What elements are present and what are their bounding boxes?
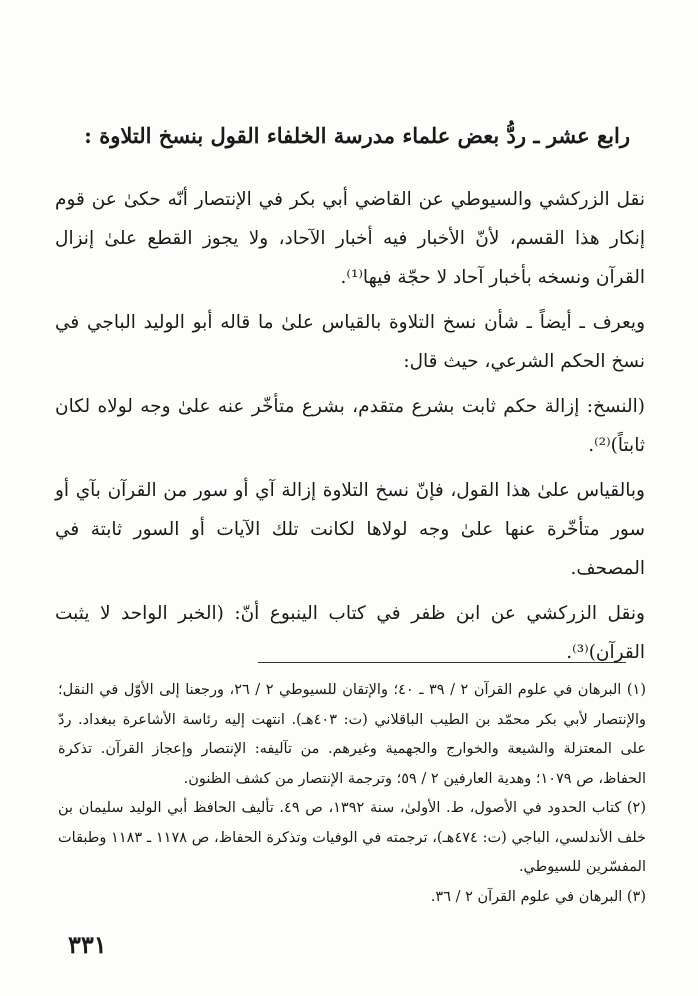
footnotes (58, 676, 646, 912)
paragraph-1: نقل الزركشي والسيوطي عن القاضي أبي بكر في الإنتصار أنّه حكىٰ عن قوم إنكار هذا القسم، لأنّ الأخبار فيه أخبار الآحاد، ولا يجوز القطع علىٰ إنزال القرآن ونسخه بأخبار آحاد لا حجّة فيها⁽¹⁾. (55, 189, 645, 288)
footnote-3: (٣) البرهان في علوم القرآن ٢ / ٣٦. (430, 888, 646, 905)
footnote-divider (258, 662, 626, 663)
section-heading: رابع عشر ـ ردُّ بعض علماء مدرسة الخلفاء القول بنسخ التلاوة : (84, 123, 630, 148)
paragraph-5: ونقل الزركشي عن ابن ظفر في كتاب الينبوع أنّ: (الخبر الواحد لا يثبت القرآن)⁽³⁾. (55, 603, 645, 663)
footnote-2: (٢) كتاب الحدود في الأصول، ط. الأولىٰ، سنة ١٣٩٢، ص ٤٩. تأليف الحافظ أبي الوليد سليمان بن خلف الأندلسي، الباجي (ت: ٤٧٤هـ)، ترجمته في الوفيات وتذكرة الحفاظ، ص ١١٧٨ ـ ١١٨٣ وطبقات المفسّرين للسيوطي. (58, 800, 647, 875)
paragraph-3-quote: (النسخ: إزالة حكم ثابت بشرع متقدم، بشرع متأخّر عنه علىٰ وجه لولاه لكان ثابتاً)⁽²⁾. (55, 396, 645, 456)
page-number: ٣٣١ (68, 930, 107, 959)
paragraph-4: وبالقياس علىٰ هذا القول، فإنّ نسخ التلاوة إزالة آي أو سور من القرآن بآي أو سور متأخّرة عنها علىٰ وجه لولاها لكانت تلك الآيات أو السور ثابتة في المصحف. (55, 480, 645, 579)
footnote-1: (١) البرهان في علوم القرآن ٢ / ٣٩ ـ ٤٠؛ والإتقان للسيوطي ٢ / ٢٦، ورجعنا إلى الأوّل في النقل؛ والإنتصار لأبي بكر محمّد بن الطيب الباقلاني (ت: ٤٠٣هـ). انتهت إليه رئاسة الأشاعرة ببغداد. ردّ على المعتزلة والشيعة والخوارج والجهمية وغيرهم. من تآليفه: الإنتصار وإعجاز القرآن. تذكرة الحفاظ، ص ١٠٧٩؛ وهدية العارفين ٢ / ٥٩؛ وترجمة الإنتصار من كشف الظنون. (58, 682, 646, 787)
paragraph-2: ويعرف ـ أيضاً ـ شأن نسخ التلاوة بالقياس علىٰ ما قاله أبو الوليد الباجي في نسخ الحكم الشرعي، حيث قال: (55, 312, 645, 372)
main-text (55, 180, 645, 678)
